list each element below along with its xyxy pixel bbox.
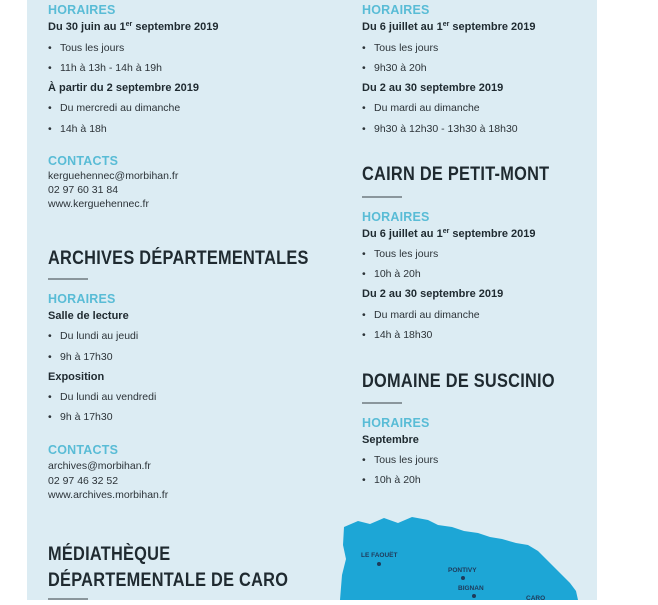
list-item: • Tous les jours [48,42,125,54]
section-title: CAIRN DE PETIT-MONT [362,164,550,185]
divider [48,278,88,280]
horaires-label: HORAIRES [48,292,116,306]
map-point [472,594,476,598]
contact-email[interactable]: kerguehennec@morbihan.fr [48,170,179,182]
period-heading: Du 30 juin au 1er septembre 2019 [48,21,219,33]
map-label: BIGNAN [458,585,484,592]
list-item: • Du mardi au dimanche [362,309,480,321]
map-label: PONTIVY [448,567,477,574]
map-label: CARO [526,595,546,602]
horaires-label: HORAIRES [48,3,116,17]
divider [362,402,402,404]
list-item: • 14h à 18h [48,123,107,135]
period-heading: Septembre [362,434,419,446]
period-heading: Du 2 au 30 septembre 2019 [362,288,504,300]
contact-phone: 02 97 46 32 52 [48,475,119,487]
list-item: • Tous les jours [362,454,439,466]
list-item: • Tous les jours [362,248,439,260]
list-item: • 9h à 17h30 [48,411,113,423]
list-item: • 9h à 17h30 [48,351,113,363]
map-point [461,576,465,580]
map-label: LE FAOUËT [361,552,398,559]
list-item: • Du lundi au jeudi [48,330,139,342]
contact-phone: 02 97 60 31 84 [48,184,119,196]
map-point [377,562,381,566]
list-item: • 9h30 à 20h [362,62,427,74]
list-item: • Du lundi au vendredi [48,391,157,403]
horaires-label: HORAIRES [362,3,430,17]
contact-website[interactable]: www.kerguehennec.fr [48,198,149,210]
list-item: • Du mercredi au dimanche [48,102,181,114]
group-heading: Exposition [48,371,105,383]
list-item: • Tous les jours [362,42,439,54]
period-heading: Du 2 au 30 septembre 2019 [362,82,504,94]
period-heading: Du 6 juillet au 1er septembre 2019 [362,228,536,240]
contacts-label: CONTACTS [48,154,119,168]
horaires-label: HORAIRES [362,416,430,430]
list-item: • 14h à 18h30 [362,329,433,341]
section-title: DÉPARTEMENTALE DE CARO [48,570,289,591]
period-heading: Du 6 juillet au 1er septembre 2019 [362,21,536,33]
section-title: DOMAINE DE SUSCINIO [362,371,555,392]
list-item: • Du mardi au dimanche [362,102,480,114]
group-heading: Salle de lecture [48,310,129,322]
section-title: ARCHIVES DÉPARTEMENTALES [48,248,309,269]
horaires-label: HORAIRES [362,210,430,224]
period-heading: À partir du 2 septembre 2019 [48,82,200,94]
contacts-label: CONTACTS [48,443,119,457]
morbihan-map [340,515,580,600]
divider [362,196,402,198]
list-item: • 9h30 à 12h30 - 13h30 à 18h30 [362,123,518,135]
contact-website[interactable]: www.archives.morbihan.fr [48,489,169,501]
list-item: • 10h à 20h [362,474,421,486]
list-item: • 10h à 20h [362,268,421,280]
section-title: MÉDIATHÈQUE [48,544,171,565]
contact-email[interactable]: archives@morbihan.fr [48,460,151,472]
list-item: • 11h à 13h - 14h à 19h [48,62,162,74]
